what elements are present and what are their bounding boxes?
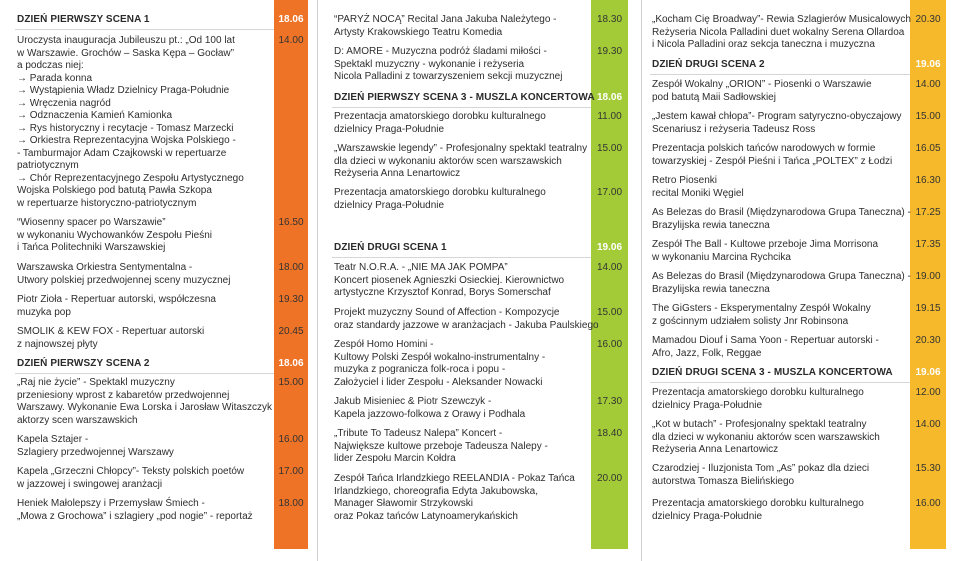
section-heading: DZIEŃ DRUGI SCENA 2	[652, 59, 765, 70]
event-time: 16.05	[915, 143, 941, 154]
event-time: 17.35	[915, 239, 941, 250]
event-description: Warszawska Orkiestra Sentymentalna - Utwory polskiej przedwojennej sceny muzycznej	[17, 262, 231, 286]
event-description: „Warszawskie legendy” - Profesjonalny spektakl teatralny dla dzieci w wykonaniu aktorów scen warszawskich Reżyseria Anna Lenartowicz	[334, 143, 588, 179]
event-description: „Kot w butach” - Profesjonalny spektakl teatralny dla dzieci w wykonaniu aktorów scen warszawskich Reżyseria Anna Lenartowicz	[652, 419, 880, 455]
separator	[332, 107, 591, 108]
event-description: “Wiosenny spacer po Warszawie” w wykonaniu Wychowanków Zespołu Pieśni i Tańca Politechniki Warszawskiej	[17, 217, 212, 253]
event-time: 20.00	[596, 473, 623, 484]
event-description: The GiGsters - Eksperymentalny Zespół Wokalny z gościnnym udziałem solisty Jnr Robinsona	[652, 303, 871, 327]
event-time: 18.30	[596, 14, 623, 25]
column-divider	[641, 0, 642, 561]
event-time: 18.00	[278, 262, 304, 273]
event-description: „Tribute To Tadeusz Nalepa” Koncert - Największe kultowe przeboje Tadeusza Nalepy - lider Zespołu Marcin Kołdra	[334, 428, 548, 464]
event-time: 17.30	[596, 396, 623, 407]
event-time: 19.30	[278, 294, 304, 305]
event-description: Teatr N.O.R.A. - „NIE MA JAK POMPA” Koncert piosenek Agnieszki Osieckiej. Kierownictwo artystyczne Krzysztof Konrad, Borys Somerschaf	[334, 262, 565, 298]
separator	[650, 382, 910, 383]
event-description: Projekt muzyczny Sound of Affection - Kompozycje oraz standardy jazzowe w aranżacjach - Jakuba Paulskiego	[334, 307, 599, 331]
event-description: D: AMORE - Muzyczna podróż śladami miłości - Spektakl muzyczny - wykonanie i reżyseria Nicola Palladini z towarzyszeniem sekcji muzycznej	[334, 46, 563, 82]
event-description: Uroczysta inauguracja Jubileuszu pt.: „Od 100 lat w Warszawie. Grochów – Saska Kępa – Gocław” a podczas niej: → Parada konna → Wystąpienia Władz Dzielnicy Praga-Południe → Wręczenia nagród → Odznaczenia Kamień Kamionka → Rys historyczny i recytacje - Tomasz Marzecki → Orkiestra Reprezentacyjna Wojska Polskiego - - Tamburmajor Adam Czajkowski w repertuarze patriotycznym → Chór Reprezentacyjnego Zespołu Artystycznego Wojska Polskiego pod batutą Pawła Szkopa w repertuarze historyczno-patriotycznym	[17, 35, 244, 209]
event-description: As Belezas do Brasil (Międzynarodowa Grupa Taneczna) - Brazylijska rewia taneczna	[652, 271, 911, 295]
event-description: Kapela Sztajer - Szlagiery przedwojennej Warszawy	[17, 434, 174, 458]
separator	[332, 257, 591, 258]
event-description: Prezentacja amatorskiego dorobku kulturalnego dzielnicy Praga-Południe	[334, 187, 546, 211]
section-heading: DZIEŃ DRUGI SCENA 1	[334, 242, 447, 253]
event-description: Retro Piosenki recital Moniki Węgiel	[652, 175, 744, 199]
event-time: 16.50	[278, 217, 304, 228]
event-time: 14.00	[278, 35, 304, 46]
event-time: 14.00	[915, 419, 941, 430]
event-time: 19.30	[596, 46, 623, 57]
event-time: 14.00	[915, 79, 941, 90]
event-time: 16.00	[278, 434, 304, 445]
section-date: 19.06	[596, 242, 623, 253]
section-date: 19.06	[915, 59, 941, 70]
event-description: Mamadou Diouf i Sama Yoon - Repertuar autorski - Afro, Jazz, Folk, Reggae	[652, 335, 879, 359]
section-date: 18.06	[596, 92, 623, 103]
event-description: Prezentacja amatorskiego dorobku kulturalnego dzielnicy Praga-Południe	[334, 111, 546, 135]
section-date: 18.06	[278, 358, 304, 369]
event-time: 19.00	[915, 271, 941, 282]
section-heading: DZIEŃ DRUGI SCENA 3 - MUSZLA KONCERTOWA	[652, 367, 893, 378]
event-time: 16.30	[915, 175, 941, 186]
event-description: Heniek Małolepszy i Przemysław Śmiech - „Mowa z Grochowa” i szlagiery „pod nogie” - reportaż	[17, 498, 253, 522]
event-time: 18.40	[596, 428, 623, 439]
event-time: 19.15	[915, 303, 941, 314]
event-description: “PARYŻ NOCĄ” Recital Jana Jakuba Należytego - Artysty Krakowskiego Teatru Komedia	[334, 14, 557, 38]
col2-time-bar	[591, 0, 628, 549]
event-description: Prezentacja amatorskiego dorobku kulturalnego dzielnicy Praga-Południe	[652, 387, 864, 411]
event-description: „Jestem kawał chłopa”- Program satyryczno-obyczajowy Scenariusz i reżyseria Tadeusz Ross	[652, 111, 902, 135]
event-description: Piotr Zioła - Repertuar autorski, współczesna muzyka pop	[17, 294, 216, 318]
event-time: 17.00	[596, 187, 623, 198]
separator	[15, 29, 274, 30]
event-description: SMOLIK & KEW FOX - Repertuar autorski z najnowszej płyty	[17, 326, 205, 350]
event-description: Prezentacja amatorskiego dorobku kulturalnego dzielnicy Praga-Południe	[652, 498, 864, 522]
section-heading: DZIEŃ PIERWSZY SCENA 2	[17, 358, 150, 369]
event-time: 17.25	[915, 207, 941, 218]
event-time: 20.30	[915, 14, 941, 25]
separator	[650, 74, 910, 75]
event-description: Zespół Homo Homini - Kultowy Polski Zespół wokalno-instrumentalny - muzyka z pogranicza folk-rocа i popu - Założyciel i lider Zespołu - Aleksander Nowacki	[334, 339, 546, 388]
event-time: 16.00	[915, 498, 941, 509]
event-time: 20.45	[278, 326, 304, 337]
separator	[15, 373, 274, 374]
column-divider	[317, 0, 318, 561]
event-description: Prezentacja polskich tańców narodowych w formie towarzyskiej - Zespół Pieśni i Tańca „POLTEX” z Łodzi	[652, 143, 893, 167]
event-description: Zespół Tańca Irlandzkiego REELANDIA - Pokaz Tańca Irlandzkiego, choreografia Edyta Jakubowska, Manager Sławomir Strzykowski oraz Pokaz tańców Latynoamerykańskich	[334, 473, 575, 522]
section-date: 19.06	[915, 367, 941, 378]
event-description: Jakub Misieniec & Piotr Szewczyk - Kapela jazzowo-folkowa z Orawy i Podhala	[334, 396, 526, 420]
event-time: 15.00	[278, 377, 304, 388]
event-description: Zespół The Ball - Kultowe przeboje Jima Morrisona w wykonaniu Marcina Rychcika	[652, 239, 879, 263]
event-time: 11.00	[597, 111, 622, 122]
event-description: Zespół Wokalny „ORION” - Piosenki o Warszawie pod batutą Maii Sadłowskiej	[652, 79, 872, 103]
event-description: Czarodziej - Iluzjonista Tom „As” pokaz dla dzieci autorstwa Tomasza Bielińskiego	[652, 463, 870, 487]
event-time: 18.00	[278, 498, 304, 509]
event-description: As Belezas do Brasil (Międzynarodowa Grupa Taneczna) - Brazylijska rewia taneczna	[652, 207, 911, 231]
event-time: 15.30	[915, 463, 941, 474]
section-heading: DZIEŃ PIERWSZY SCENA 1	[17, 14, 150, 25]
event-time: 15.00	[596, 307, 623, 318]
event-description: „Kocham Cię Broadway”- Rewia Szlagierów Musicalowych Reżyseria Nicola Palladini duet wokalny Serena Ollardoa i Nicola Palladini oraz sekcja taneczna i muzyczna	[652, 14, 911, 50]
event-time: 15.00	[596, 143, 623, 154]
section-date: 18.06	[278, 14, 304, 25]
event-description: „Raj nie życie” - Spektakl muzyczny przeniesiony wprost z kabaretów przedwojennej Warszawy. Wykonanie Ewa Lorska i Jarosław Witaszczyk aktorzy scen warszawskich	[17, 377, 272, 426]
event-time: 20.30	[915, 335, 941, 346]
section-heading: DZIEŃ PIERWSZY SCENA 3 - MUSZLA KONCERTOWA	[334, 92, 595, 103]
event-time: 12.00	[915, 387, 941, 398]
event-time: 16.00	[596, 339, 623, 350]
event-description: Kapela „Grzeczni Chłopcy”- Teksty polskich poetów w jazzowej i swingowej aranżacji	[17, 466, 245, 490]
event-time: 17.00	[278, 466, 304, 477]
event-time: 14.00	[596, 262, 623, 273]
event-time: 15.00	[915, 111, 941, 122]
